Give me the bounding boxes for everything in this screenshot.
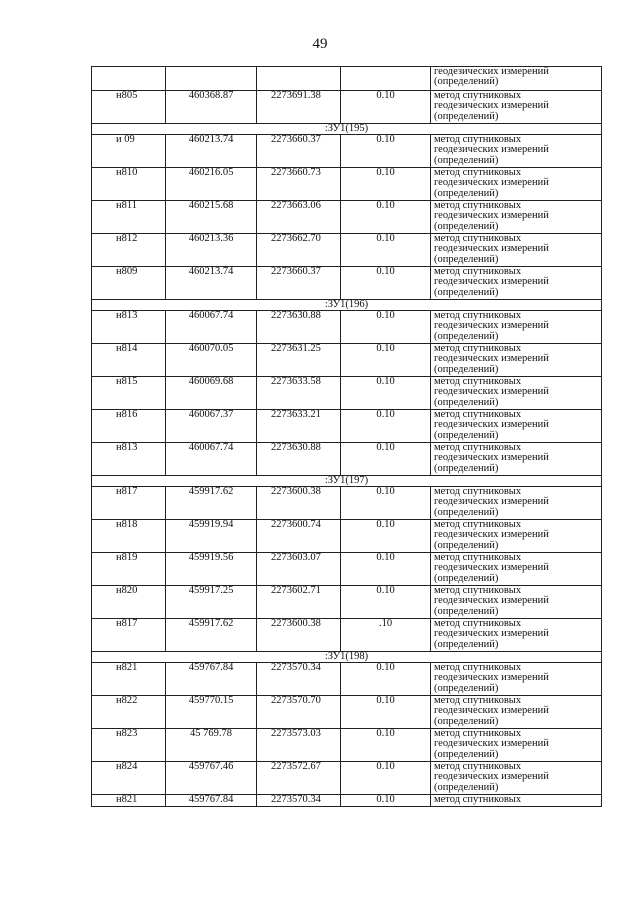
point-cell: н813 (92, 443, 166, 476)
method-line: (определений) (434, 154, 499, 166)
section-header-row (92, 300, 602, 311)
method-cell (431, 311, 602, 344)
method-cell (431, 696, 602, 729)
method-line: метод спутниковых (434, 519, 522, 530)
accuracy-cell: 0.10 (341, 663, 431, 696)
method-line: (определений) (434, 396, 499, 408)
x-cell: 459917.62 (166, 619, 257, 652)
accuracy-cell: 0.10 (341, 267, 431, 300)
method-line: (определений) (434, 462, 499, 474)
point-cell: н809 (92, 267, 166, 300)
x-cell: 460070.05 (166, 344, 257, 377)
accuracy-cell: 0.10 (341, 135, 431, 168)
y-cell: 2273573.03 (257, 729, 341, 762)
method-line: метод спутниковых (434, 585, 522, 596)
accuracy-cell: 0.10 (341, 344, 431, 377)
method-line: (определений) (434, 330, 499, 342)
point-cell: н811 (92, 201, 166, 234)
x-cell: 459767.84 (166, 663, 257, 696)
accuracy-cell: 0.10 (341, 553, 431, 586)
point-cell: н818 (92, 520, 166, 553)
x-cell: 460067.37 (166, 410, 257, 443)
y-cell: 2273631.25 (257, 344, 341, 377)
method-line: геодезических измерений (434, 496, 549, 508)
method-line: (определений) (434, 253, 499, 265)
accuracy-cell: 0.10 (341, 443, 431, 476)
y-cell: 2273662.70 (257, 234, 341, 267)
method-line: метод спутниковых (434, 728, 522, 739)
accuracy-cell: 0.10 (341, 311, 431, 344)
table-row (92, 696, 602, 729)
accuracy-cell: .10 (341, 619, 431, 652)
x-cell: 459919.94 (166, 520, 257, 553)
method-line: геодезических измерений (434, 353, 549, 365)
y-cell: 2273600.74 (257, 520, 341, 553)
table-row (92, 553, 602, 586)
table-row (92, 234, 602, 267)
accuracy-cell: 0.10 (341, 729, 431, 762)
method-line: (определений) (434, 110, 499, 122)
section-label: :ЗУ1(196) (92, 300, 602, 311)
x-cell: 459917.25 (166, 586, 257, 619)
section-label: :ЗУ1(197) (92, 476, 602, 487)
x-cell: 460213.36 (166, 234, 257, 267)
method-cell (431, 267, 602, 300)
point-cell: н817 (92, 487, 166, 520)
point-cell: н821 (92, 663, 166, 696)
method-line: геодезических измерений (434, 452, 549, 464)
method-cell (431, 520, 602, 553)
y-cell: 2273603.07 (257, 553, 341, 586)
point-cell (92, 67, 166, 91)
method-line: (определений) (434, 638, 499, 650)
y-cell: 2273691.38 (257, 91, 341, 124)
table-row (92, 410, 602, 443)
point-cell: н815 (92, 377, 166, 410)
method-line: метод спутниковых (434, 134, 522, 145)
method-cell (431, 201, 602, 234)
table-row (92, 201, 602, 234)
method-line: метод спутниковых (434, 200, 522, 211)
x-cell: 460067.74 (166, 443, 257, 476)
point-cell: н805 (92, 91, 166, 124)
method-cell (431, 586, 602, 619)
method-line: метод спутниковых (434, 552, 522, 563)
x-cell: 460216.05 (166, 168, 257, 201)
method-line: (определений) (434, 429, 499, 441)
method-line: геодезических измерений (434, 771, 549, 783)
method-line: геодезических измерений (434, 210, 549, 222)
method-line: метод спутниковых (434, 486, 522, 497)
method-line: геодезических измерений (434, 628, 549, 640)
method-line: геодезических измерений (434, 243, 549, 255)
method-line: (определений) (434, 748, 499, 760)
section-label: :ЗУ1(198) (92, 652, 602, 663)
method-line: геодезических измерений (434, 144, 549, 156)
accuracy-cell: 0.10 (341, 487, 431, 520)
method-line: геодезических измерений (434, 529, 549, 541)
method-line: (определений) (434, 363, 499, 375)
accuracy-cell: 0.10 (341, 91, 431, 124)
x-cell: 459767.84 (166, 795, 257, 807)
section-header-row (92, 652, 602, 663)
table-row (92, 168, 602, 201)
method-line: геодезических измерений (434, 100, 549, 112)
x-cell: 459919.56 (166, 553, 257, 586)
point-cell: н812 (92, 234, 166, 267)
table-row (92, 91, 602, 124)
x-cell: 45 769.78 (166, 729, 257, 762)
x-cell: 459770.15 (166, 696, 257, 729)
method-line: метод спутниковых (434, 761, 522, 772)
table-row (92, 344, 602, 377)
point-cell: н821 (92, 795, 166, 807)
section-label: :ЗУ1(195) (92, 124, 602, 135)
method-line: геодезических измерений (434, 595, 549, 607)
y-cell: 2273600.38 (257, 619, 341, 652)
method-line: метод спутниковых (434, 794, 522, 805)
point-cell: н817 (92, 619, 166, 652)
x-cell: 460213.74 (166, 135, 257, 168)
method-cell (431, 234, 602, 267)
method-cell (431, 135, 602, 168)
x-cell: 460067.74 (166, 311, 257, 344)
table-row (92, 619, 602, 652)
method-line: (определений) (434, 187, 499, 199)
y-cell: 2273570.34 (257, 663, 341, 696)
method-line: (определений) (434, 715, 499, 727)
method-cell (431, 487, 602, 520)
point-cell: н810 (92, 168, 166, 201)
method-cell (431, 377, 602, 410)
method-cell (431, 729, 602, 762)
table-row (92, 311, 602, 344)
method-cell (431, 67, 602, 91)
accuracy-cell: 0.10 (341, 201, 431, 234)
y-cell: 2273660.73 (257, 168, 341, 201)
method-cell (431, 410, 602, 443)
method-line: (определений) (434, 781, 499, 793)
table-row (92, 377, 602, 410)
x-cell: 459917.62 (166, 487, 257, 520)
method-cell (431, 762, 602, 795)
section-header-row (92, 124, 602, 135)
method-cell (431, 168, 602, 201)
y-cell: 2273633.58 (257, 377, 341, 410)
coordinates-table (91, 66, 602, 807)
accuracy-cell: 0.10 (341, 377, 431, 410)
accuracy-cell: 0.10 (341, 586, 431, 619)
table-row (92, 663, 602, 696)
y-cell: 2273572.67 (257, 762, 341, 795)
method-line: геодезических измерений (434, 562, 549, 574)
table-row (92, 135, 602, 168)
method-line: (определений) (434, 506, 499, 518)
table-row (92, 267, 602, 300)
x-cell: 460213.74 (166, 267, 257, 300)
accuracy-cell: 0.10 (341, 234, 431, 267)
method-line: метод спутниковых (434, 376, 522, 387)
method-line: метод спутниковых (434, 409, 522, 420)
continuation-row (92, 67, 602, 91)
y-cell: 2273633.21 (257, 410, 341, 443)
method-line: (определений) (434, 220, 499, 232)
method-line: (определений) (434, 286, 499, 298)
point-cell: н820 (92, 586, 166, 619)
table-row (92, 520, 602, 553)
method-line: метод спутниковых (434, 90, 522, 101)
point-cell: н822 (92, 696, 166, 729)
method-line: метод спутниковых (434, 618, 522, 629)
method-line: геодезических измерений (434, 386, 549, 398)
accuracy-cell: 0.10 (341, 410, 431, 443)
y-cell: 2273570.70 (257, 696, 341, 729)
page-number: 49 (312, 36, 328, 52)
table-row (92, 729, 602, 762)
table-row (92, 443, 602, 476)
point-cell: н814 (92, 344, 166, 377)
method-line: геодезических измерений (434, 177, 549, 189)
method-cell (431, 795, 602, 807)
method-line: метод спутниковых (434, 167, 522, 178)
method-line: метод спутниковых (434, 662, 522, 673)
method-line: (определений) (434, 682, 499, 694)
y-cell: 2273660.37 (257, 135, 341, 168)
method-cell (431, 91, 602, 124)
method-line: геодезических измерений (434, 320, 549, 332)
x-cell: 459767.46 (166, 762, 257, 795)
method-line: геодезических измерений (434, 419, 549, 431)
method-line: метод спутниковых (434, 233, 522, 244)
method-line: геодезических измерений (434, 276, 549, 288)
method-cell (431, 443, 602, 476)
y-cell: 2273630.88 (257, 443, 341, 476)
method-line: геодезических измерений (434, 705, 549, 717)
x-cell: 460368.87 (166, 91, 257, 124)
y-cell: 2273600.38 (257, 487, 341, 520)
method-line: геодезических измерений (434, 672, 549, 684)
table-row (92, 762, 602, 795)
accuracy-cell (341, 67, 431, 91)
method-line: метод спутниковых (434, 442, 522, 453)
point-cell: н819 (92, 553, 166, 586)
method-line: метод спутниковых (434, 695, 522, 706)
point-cell: н813 (92, 311, 166, 344)
method-line: (определений) (434, 539, 499, 551)
section-header-row (92, 476, 602, 487)
table-row (92, 487, 602, 520)
x-cell: 460069.68 (166, 377, 257, 410)
point-cell: н823 (92, 729, 166, 762)
y-cell: 2273570.34 (257, 795, 341, 807)
method-line: метод спутниковых (434, 266, 522, 277)
method-line: (определений) (434, 572, 499, 584)
y-cell: 2273663.06 (257, 201, 341, 234)
method-line: геодезических измерений (434, 738, 549, 750)
method-cell (431, 663, 602, 696)
method-line: (определений) (434, 76, 499, 88)
point-cell: н824 (92, 762, 166, 795)
x-cell: 460215.68 (166, 201, 257, 234)
y-cell: 2273660.37 (257, 267, 341, 300)
table-row (92, 586, 602, 619)
method-cell (431, 344, 602, 377)
point-cell: и 09 (92, 135, 166, 168)
accuracy-cell: 0.10 (341, 762, 431, 795)
method-cell (431, 553, 602, 586)
x-cell (166, 67, 257, 91)
point-cell: н816 (92, 410, 166, 443)
accuracy-cell: 0.10 (341, 168, 431, 201)
accuracy-cell: 0.10 (341, 520, 431, 553)
method-line: (определений) (434, 605, 499, 617)
y-cell: 2273630.88 (257, 311, 341, 344)
method-line: геодезических измерений (434, 66, 549, 77)
accuracy-cell: 0.10 (341, 795, 431, 807)
table-row (92, 795, 602, 807)
y-cell: 2273602.71 (257, 586, 341, 619)
accuracy-cell: 0.10 (341, 696, 431, 729)
method-cell (431, 619, 602, 652)
method-line: метод спутниковых (434, 310, 522, 321)
method-line: метод спутниковых (434, 343, 522, 354)
y-cell (257, 67, 341, 91)
